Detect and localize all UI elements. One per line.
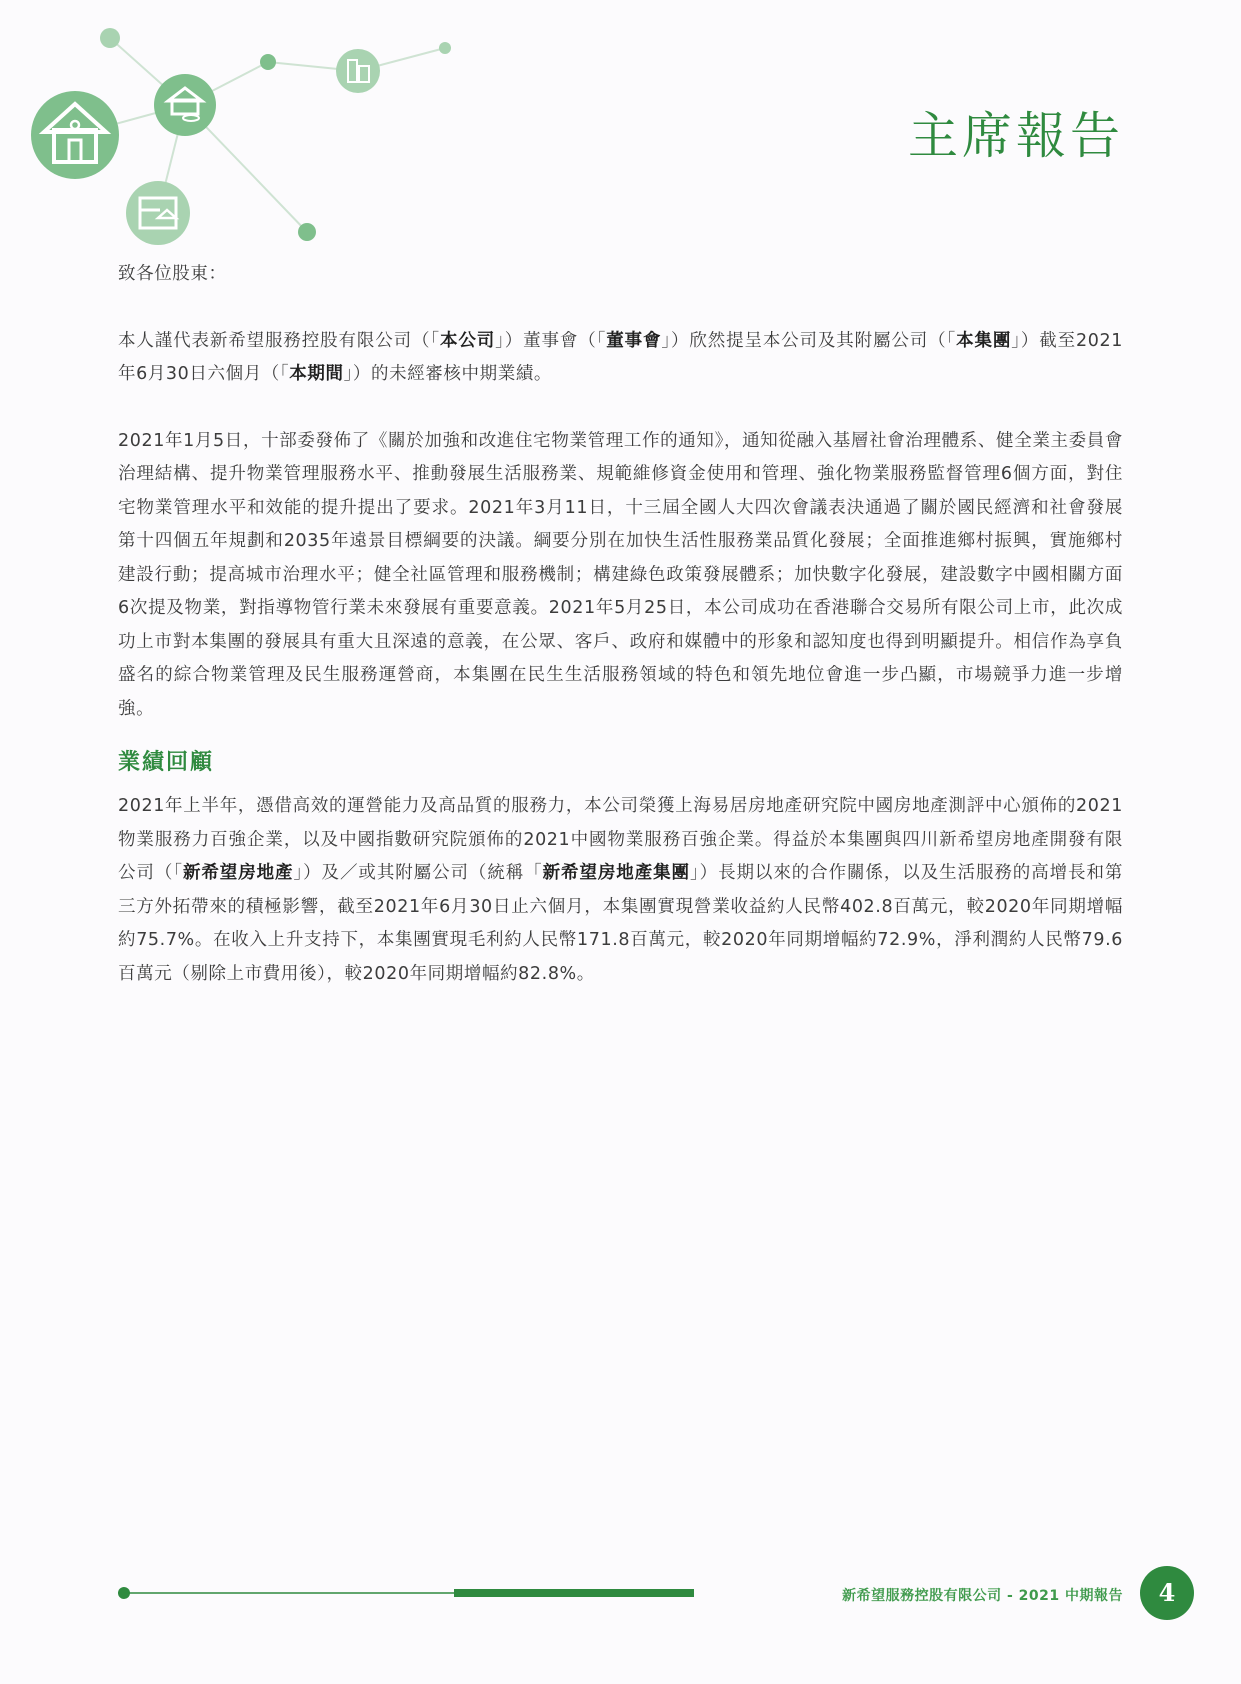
- intro-paragraph: 本人謹代表新希望服務控股有限公司（「本公司」）董事會（「董事會」）欣然提呈本公司及其附屬公司（「本集團」）截至2021年6月30日六個月（「本期間」）的未經審核中期業績。: [118, 330, 1123, 384]
- home-coins-icon: [154, 74, 216, 136]
- footer-company-report: 新希望服務控股有限公司 - 2021 中期報告: [842, 1588, 1123, 1604]
- section-heading: 業績回顧: [118, 750, 215, 775]
- page-title: 主席報告: [908, 107, 1124, 165]
- network-node: [298, 223, 316, 241]
- results-paragraph: 2021年上半年，憑借高效的運營能力及高品質的服務力，本公司榮獲上海易居房地產研究院中國房地產測評中心頒佈的2021物業服務力百強企業，以及中國指數研究院頒佈的2021中國物業服務百強企業。得益於本集團與四川新希望房地產開發有限公司（「新希望房地產」）及／或其附屬公司（統稱「新希望房地產集團」）長期以來的合作關係，以及生活服務的高增長和第三方外拓帶來的積極影響，截至2021年6月30日止六個月，本集團實現營業收益約人民幣402.8百萬元，較2020年同期增幅約75.7%。在收入上升支持下，本集團實現毛利約人民幣171.8百萬元，較2020年同期增幅約72.9%，淨利潤約人民幣79.6百萬元（剔除上市費用後），較2020年同期增幅約82.8%。: [118, 796, 1123, 984]
- salutation: 致各位股東：: [118, 264, 227, 284]
- policy-paragraph: 2021年1月5日，十部委發佈了《關於加強和改進住宅物業管理工作的通知》，通知從融入基層社會治理體系、健全業主委員會治理結構、提升物業管理服務水平、推動發展生活服務業、規範維修資金使用和管理、強化物業服務監督管理6個方面，對住宅物業管理水平和效能的提升提出了要求。2021年3月11日，十三屆全國人大四次會議表決通過了關於國民經濟和社會發展第十四個五年規劃和2035年遠景目標綱要的決議。綱要分別在加快生活性服務業品質化發展；全面推進鄉村振興，實施鄉村建設行動；提高城市治理水平；健全社區管理和服務機制；構建綠色政策發展體系；加快數字化發展，建設數字中國相關方面6次提及物業，對指導物管行業未來發展有重要意義。2021年5月25日，本公司成功在香港聯合交易所有限公司上市，此次成功上市對本集團的發展具有重大且深遠的意義，在公眾、客戶、政府和媒體中的形象和認知度也得到明顯提升。相信作為享負盛名的綜合物業管理及民生服務運營商，本集團在民生生活服務領域的特色和領先地位會進一步凸顯，市場競爭力進一步增強。: [118, 430, 1123, 719]
- page-number: 4: [1140, 1566, 1194, 1620]
- network-node: [439, 42, 451, 54]
- decorative-icon-network: [0, 0, 480, 250]
- letter-body: [118, 258, 1123, 991]
- network-node: [260, 54, 276, 70]
- floor-plan-icon: [126, 181, 190, 245]
- house-icon: [31, 91, 119, 179]
- footer-rule: [117, 1586, 697, 1600]
- network-node: [100, 28, 120, 48]
- building-icon: [336, 49, 380, 93]
